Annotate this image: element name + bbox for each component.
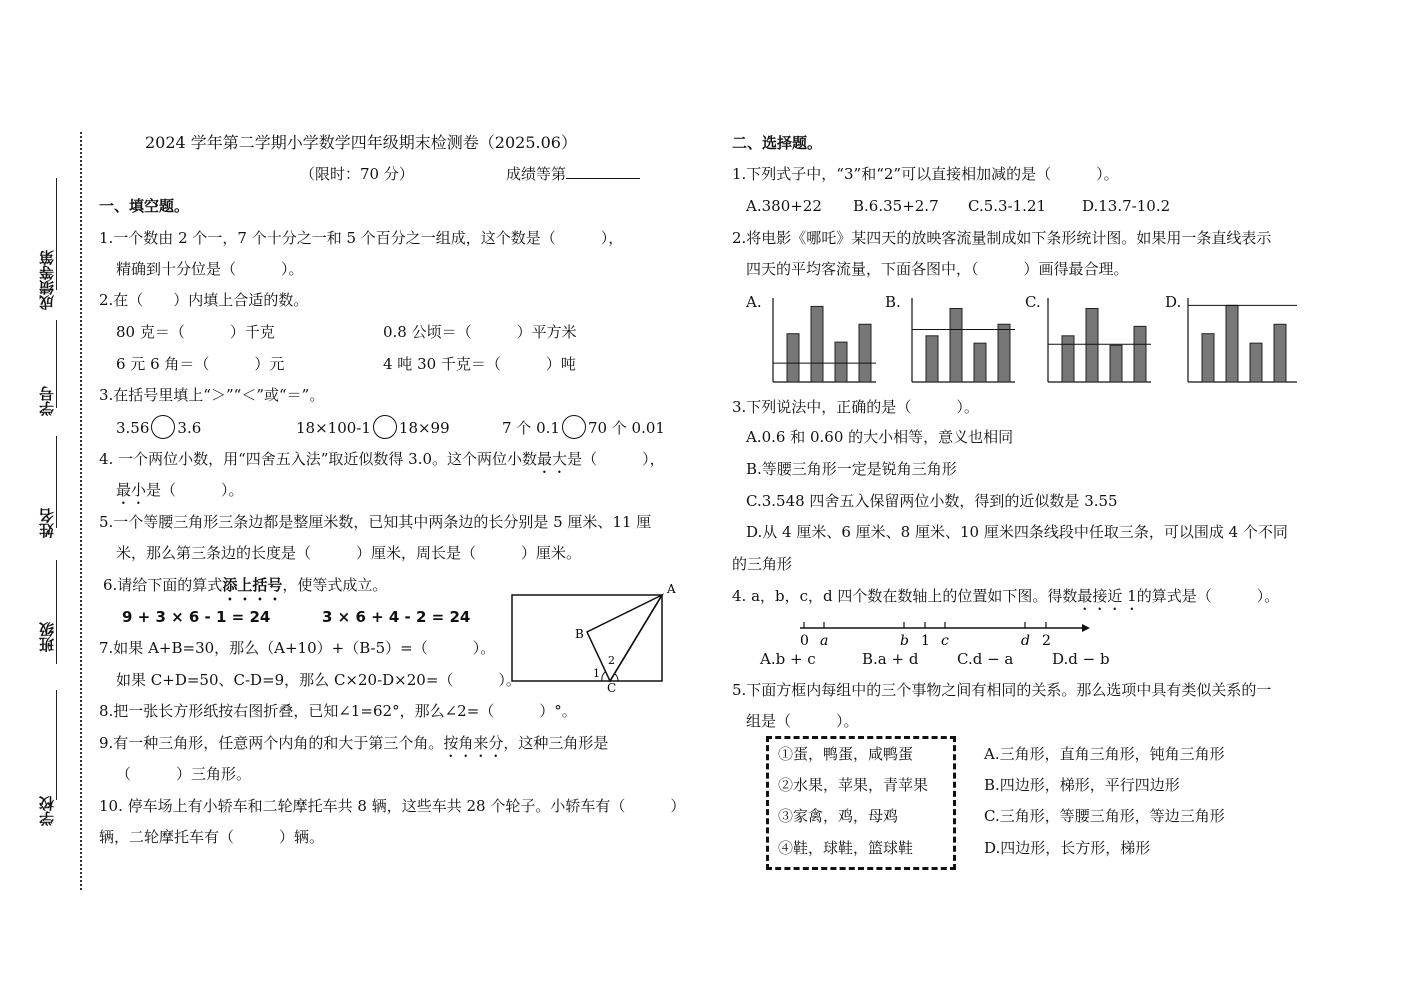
q3a: 3.56 3.6: [116, 417, 201, 441]
chart-a-bar-2: [811, 306, 823, 382]
time-limit: （限时：70 分）: [300, 165, 414, 183]
q7-line1: 7.如果 A+B=30，那么（A+10）+（B-5）=（ ）。: [99, 639, 496, 657]
binding-label-grade: 成绩等第: [38, 250, 56, 310]
numline-label-c: c: [941, 633, 949, 649]
binding-label-id: 学号: [38, 386, 56, 416]
s2-q3: 3.下列说法中，正确的是（ ）。: [732, 398, 979, 416]
numline-label-zero: 0: [800, 633, 809, 649]
s2-q4: 4. a，b，c，d 四个数在数轴上的位置如下图。得数最接近 1的算式是（ ）。: [732, 587, 1280, 605]
q3b: 18×100-1 18×99: [296, 417, 450, 441]
s2-q3-opt-d-line2: 的三角形: [732, 555, 793, 573]
q10-line2: 辆，二轮摩托车有（ ）辆。: [99, 828, 325, 846]
s2-q4-opt-b[interactable]: B.a + d: [862, 650, 919, 668]
q10-line1: 10. 停车场上有小轿车和二轮摩托车共 8 辆，这些车共 28 个轮子。小轿车有（ ）: [99, 797, 686, 815]
chart-label-a[interactable]: A.: [746, 293, 762, 311]
s2-q5-opt-b[interactable]: B.四边形，梯形，平行四边形: [984, 776, 1180, 794]
chart-b-bar-3: [974, 343, 986, 382]
number-line: [790, 614, 1100, 650]
grade-field: [506, 164, 640, 184]
s2-q5-opt-c[interactable]: C.三角形，等腰三角形，等边三角形: [984, 807, 1225, 825]
chart-c-bar-3: [1110, 345, 1122, 382]
fig-label-2: 2: [608, 654, 615, 667]
fig-label-a: A: [667, 582, 676, 596]
fold-rect: [512, 595, 662, 681]
chart-c-bar-2: [1086, 309, 1098, 383]
chart-d-bar-2: [1226, 305, 1238, 382]
q2d: 4 吨 30 千克＝（ ）吨: [383, 355, 576, 373]
school-underline: [56, 690, 57, 800]
s2-q3-opt-a[interactable]: A.0.6 和 0.60 的大小相等，意义也相同: [746, 428, 1014, 446]
grade-label: 成绩等第: [506, 165, 567, 183]
binding-label-school: 学校: [38, 796, 56, 826]
numline-label-d: d: [1021, 633, 1030, 649]
chart-label-c[interactable]: C.: [1025, 293, 1041, 311]
fig-label-b: B: [575, 627, 584, 641]
chart-label-b[interactable]: B.: [885, 293, 901, 311]
s2-q5-opt-d[interactable]: D.四边形，长方形，梯形: [984, 839, 1151, 857]
fig-label-1: 1: [593, 667, 600, 680]
q6-stem: 6.请给下面的算式添上括号，使等式成立。: [103, 576, 388, 594]
bar-chart-b: [909, 296, 1019, 386]
s2-q5-line1: 5.下面方框内每组中的三个事物之间有相同的关系。那么选项中具有类似关系的一: [732, 681, 1272, 699]
s2-q4-opt-d[interactable]: D.d − b: [1052, 650, 1110, 668]
q5-line2: 米，那么第三条边的长度是（ ）厘米，周长是（ ）厘米。: [116, 544, 582, 562]
compare-circle[interactable]: [373, 415, 397, 439]
q6-eq1: 9 + 3 × 6 - 1 = 24: [122, 608, 271, 626]
q2a: 80 克＝（ ）千克: [116, 323, 275, 341]
bar-chart-a: [770, 296, 880, 386]
binding-dotted-line: [80, 132, 82, 890]
chart-c-bar-4: [1134, 326, 1146, 382]
page-title: 2024 学年第二学期小学数学四年级期末检测卷（2025.06）: [145, 133, 577, 152]
box-item-3: ③家禽，鸡，母鸡: [778, 807, 899, 825]
fig-label-c: C: [607, 681, 617, 695]
chart-a-bar-4: [859, 324, 871, 382]
numline-label-two: 2: [1042, 633, 1051, 649]
q2c: 6 元 6 角＝（ ）元: [116, 355, 285, 373]
q4-line1: 4. 一个两位小数，用“四舍五入法”取近似数得 3.0。这个两位小数最大是（ ），: [99, 450, 665, 468]
q1-line2: 精确到十分位是（ ）。: [116, 260, 304, 278]
box-item-2: ②水果，苹果，青苹果: [778, 776, 929, 794]
compare-circle[interactable]: [562, 415, 586, 439]
s2-q1-opt-a[interactable]: A.380+22: [746, 197, 822, 215]
q3-stem: 3.在括号里填上“＞”“＜”或“＝”。: [99, 386, 325, 404]
box-item-1: ①蛋，鸭蛋，咸鸭蛋: [778, 745, 914, 763]
s2-q1-opt-d[interactable]: D.13.7-10.2: [1082, 197, 1171, 215]
chart-a-bar-3: [835, 342, 847, 382]
q1-line1: 1.一个数由 2 个一，7 个十分之一和 5 个百分之一组成，这个数是（ ），: [99, 229, 624, 247]
numline-label-a: a: [820, 633, 829, 649]
chart-b-bar-2: [950, 309, 962, 383]
q5-line1: 5.一个等腰三角形三条边都是整厘米数，已知其中两条边的长分别是 5 厘米、11 厘: [99, 513, 652, 531]
chart-b-bar-1: [926, 336, 938, 382]
numline-label-one: 1: [921, 633, 930, 649]
chart-d-bar-3: [1250, 343, 1262, 382]
fold-figure: [505, 582, 685, 695]
s2-q1-opt-b[interactable]: B.6.35+2.7: [853, 197, 939, 215]
number-line-arrow: [1082, 624, 1090, 632]
angle2-arc: [615, 674, 618, 681]
bar-chart-c: [1045, 296, 1155, 386]
q8: 8.把一张长方形纸按右图折叠，已知∠1=62°，那么∠2=（ ）°。: [99, 702, 577, 720]
s2-q3-opt-b[interactable]: B.等腰三角形一定是锐角三角形: [746, 460, 957, 478]
s2-q5-opt-a[interactable]: A.三角形，直角三角形，钝角三角形: [984, 745, 1225, 763]
chart-b-bar-4: [998, 324, 1010, 382]
section1-heading: 一、填空题。: [99, 197, 190, 215]
s2-q3-opt-d[interactable]: D.从 4 厘米、6 厘米、8 厘米、10 厘米四条线段中任取三条，可以围成 4 个不同: [746, 523, 1288, 541]
s2-q1-opt-c[interactable]: C.5.3-1.21: [968, 197, 1047, 215]
chart-d-bar-4: [1274, 324, 1286, 382]
s2-q2-line1: 2.将电影《哪吒》某四天的放映客流量制成如下条形统计图。如果用一条直线表示: [732, 229, 1272, 247]
chart-label-d[interactable]: D.: [1165, 293, 1182, 311]
chart-c-bar-1: [1062, 336, 1074, 382]
angle1-arc: [602, 672, 605, 681]
chart-a-bar-1: [787, 334, 799, 382]
numline-label-b: b: [900, 633, 909, 649]
q2-stem: 2.在（ ）内填上合适的数。: [99, 291, 309, 309]
q9-line2: （ ）三角形。: [116, 765, 252, 783]
q6-eq2: 3 × 6 + 4 - 2 = 24: [322, 608, 471, 626]
s2-q4-opt-c[interactable]: C.d − a: [957, 650, 1014, 668]
compare-circle[interactable]: [151, 415, 175, 439]
q3c: 7 个 0.1 70 个 0.01: [502, 417, 665, 441]
chart-d-bar-1: [1202, 334, 1214, 382]
s2-q4-opt-a[interactable]: A.b + c: [760, 650, 816, 668]
s2-q5-line2: 组是（ ）。: [746, 712, 859, 730]
q9-line1: 9.有一种三角形，任意两个内角的和大于第三个角。按角来分，这种三角形是: [99, 734, 609, 752]
q7-line2: 如果 C+D=50、C-D=9，那么 C×20-D×20=（ ）。: [116, 671, 521, 689]
q2b: 0.8 公顷＝（ ）平方米: [383, 323, 577, 341]
q4-line2: 最小是（ ）。: [116, 481, 244, 499]
s2-q3-opt-c[interactable]: C.3.548 四舍五入保留两位小数，得到的近似数是 3.55: [746, 492, 1118, 510]
s2-q2-line2: 四天的平均客流量，下面各图中，（ ）画得最合理。: [746, 260, 1129, 278]
section2-heading: 二、选择题。: [732, 134, 823, 152]
binding-label-name: 姓名: [38, 508, 56, 538]
bar-chart-d: [1185, 296, 1300, 386]
grade-blank[interactable]: [566, 164, 640, 179]
s2-q1: 1.下列式子中，“3”和“2”可以直接相加减的是（ ）。: [732, 165, 1119, 183]
box-item-4: ④鞋，球鞋，篮球鞋: [778, 839, 914, 857]
binding-label-class: 班级: [38, 622, 56, 652]
